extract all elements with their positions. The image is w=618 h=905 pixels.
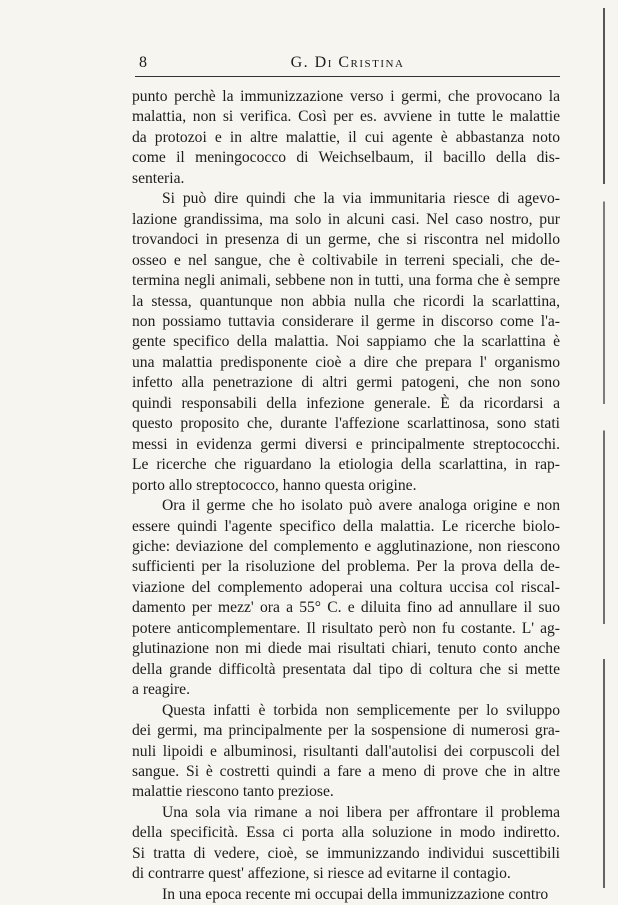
text-line: gente specifico della malattia. Noi sappiamo che la scarlattina è [132,333,560,351]
text-line: Questa infatti è torbida non semplicemente per lo sviluppo [162,701,560,719]
running-head: G. Di Cristina [290,54,405,71]
text-line: quindi responsabili della infezione generale. È da ricordarsi a [132,394,560,412]
text-line: potere anticomplementare. Il risultato però non fu costante. L' ag- [132,619,560,637]
text-line: malattia, non si verifica. Così per es. avviene in tutte le malattie [132,108,560,126]
page-header [135,52,560,77]
text-line: nuli lipoidi e albuminosi, risultanti dall'autolisi dei corpuscoli del [132,742,560,760]
text-line: Una sola via rimane a noi libera per affrontare il problema [162,803,560,821]
text-line: Le ricerche che riguardano la etiologia della scarlattina, in rap- [132,456,560,474]
text-line: malattie riescono tanto preziose. [132,783,334,801]
text-line: messi in evidenza germi diversi e principalmente streptococchi. [132,435,560,453]
text-line: non possiamo tuttavia considerare il germe in discorso come l'a- [132,312,560,330]
text-line: lazione grandissima, ma solo in alcuni casi. Nel caso nostro, pur [132,210,560,228]
text-line: punto perchè la immunizzazione verso i germi, che provocano la [132,88,560,105]
text-line: infetto alla penetrazione di altri germi patogeni, che non sono [132,374,560,392]
text-line: questo proposito che, durante l'affezione scarlattinosa, sono stati [132,415,560,433]
text-line: senteria. [132,169,185,187]
text-line: sufficienti per la risoluzione del problema. Per la prova della de- [132,558,560,576]
text-line: giche: deviazione del complemento e agglutinazione, non riescono [132,537,560,555]
text-line: la stessa, quantunque non abbia nulla che ricordi la scarlattina, [132,292,560,310]
text-line: a reagire. [132,681,190,699]
text-line: dei germi, ma principalmente per la sospensione di numerosi gra- [132,722,560,740]
text-line: come il meningococco di Weichselbaum, il bacillo della dis- [132,149,560,167]
text-line: damento per mezz' ora a 55° C. e diluita fino ad annullare il suo [132,599,560,617]
text-line: Ora il germe che ho isolato può avere analoga origine e non [162,497,560,515]
text-line: osseo e nel sangue, che è coltivabile in terreni speciali, che de- [132,251,560,269]
text-line: di contrarre quest' affezione, si riesce ad evitarne il contagio. [132,865,511,883]
text-line: da protozoi e in altre malattie, il cui agente è abbastanza noto [132,128,560,146]
text-line: essere quindi l'agente specifico della malattia. Le ricerche biolo- [132,517,560,535]
text-line: viazione del complemento adoperai una coltura uccisa col riscal- [132,578,560,596]
page-number: 8 [139,54,147,71]
text-line: della grande difficoltà presentata dal tipo di coltura che si mette [132,660,560,678]
body-text [132,87,560,905]
text-line: In una epoca recente mi occupai della immunizzazione contro [162,885,549,903]
text-line: sangue. Si è costretti quindi a fare a meno di prove che in altre [132,762,560,780]
text-line: della specificità. Essa ci porta alla soluzione in modo indiretto. [132,824,560,842]
text-line: glutinazione non mi diede mai risultati chiari, tenuto conto anche [132,640,560,658]
text-line: porto allo streptococco, hanno questa origine. [132,476,417,494]
text-line: trovandoci in presenza di un germe, che si riscontra nel midollo [132,231,560,249]
text-line: una malattia predisponente cioè a dire che prepara l' organismo [132,353,560,371]
text-line: Si può dire quindi che la via immunitaria riesce di agevo- [162,190,560,208]
text-line: termina negli animali, sebbene non in tutti, una forma che è sempre [132,272,560,290]
page-edge-shadow [603,8,605,888]
text-line: Si tratta di vedere, cioè, se immunizzando individui suscettibili [132,844,560,862]
